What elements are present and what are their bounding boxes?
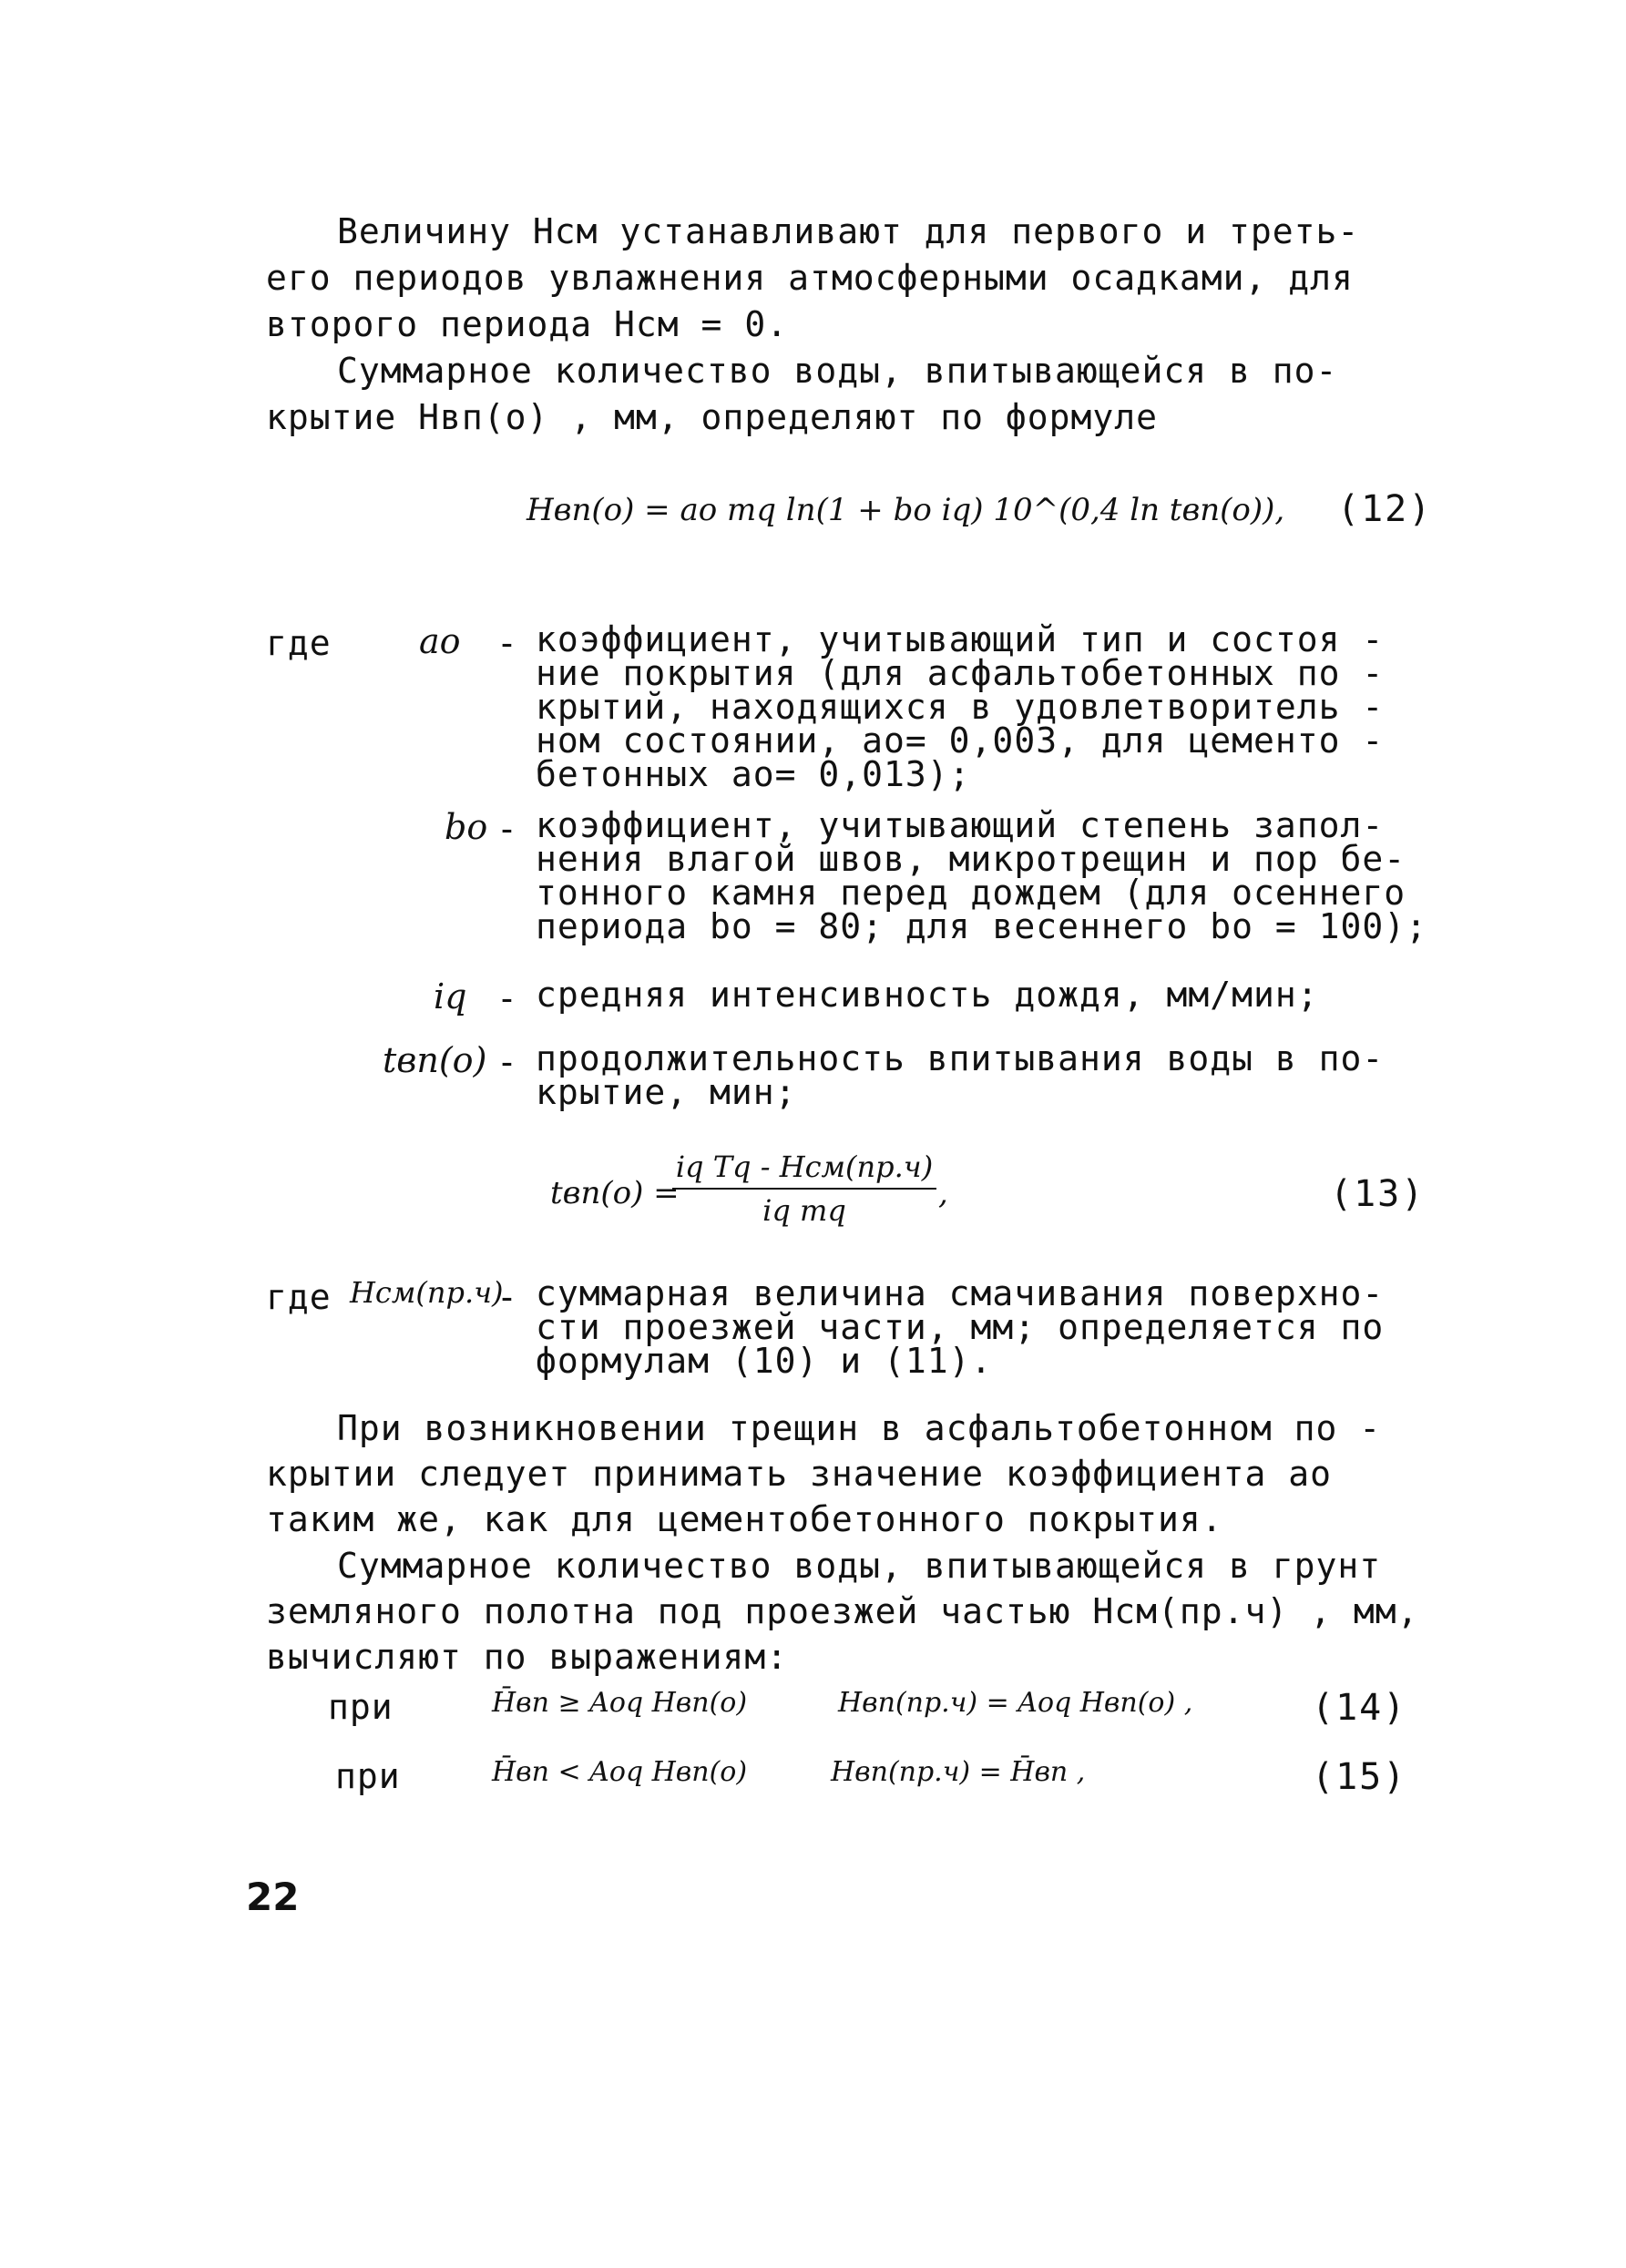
symbol-b0: bо <box>445 807 488 847</box>
para2-line1: Суммарное количество воды, впитывающейся в по- <box>337 351 1338 391</box>
equation-14-number: (14) <box>1312 1687 1407 1729</box>
symbol-iq: iq <box>434 976 467 1017</box>
equation-13-numerator: iq Tq - Hсм(пр.ч) <box>675 1149 934 1184</box>
equation-14-condition: H̄вп ≥ Aоq Hвп(о) <box>492 1687 748 1719</box>
para3-line3: таким же, как для цементобетонного покрытия. <box>266 1499 1223 1539</box>
para4-line3: вычисляют по выражениям: <box>266 1637 789 1677</box>
equation-13-denominator: iq mq <box>762 1193 846 1228</box>
definition-b0: коэффициент, учитывающий степень запол- нения влагой швов, микротрещин и пор бе- тонного камня перед дождем (для осеннего периода bо = 80; для весеннего bо = 100); <box>536 805 1427 946</box>
definition-dash: - <box>496 978 517 1018</box>
para1-line3: второго периода Hсм = 0. <box>266 304 789 344</box>
symbol-a0: aо <box>419 621 461 661</box>
para4-line1: Суммарное количество воды, впитывающейся в грунт <box>337 1546 1382 1586</box>
equation-15-condition: H̄вп < Aоq Hвп(о) <box>492 1756 748 1788</box>
condition-label: при <box>328 1687 394 1727</box>
para4-line2: земляного полотна под проезжей частью Hсм(пр.ч) , мм, <box>266 1591 1419 1631</box>
condition-label: при <box>335 1756 401 1796</box>
definition-dash: - <box>496 809 517 849</box>
definition-dash: - <box>496 1277 517 1317</box>
para1-line2: его периодов увлажнения атмосферными осадками, для <box>266 258 1354 298</box>
definition-tvp: продолжительность впитывания воды в по- крытие, мин; <box>536 1038 1385 1112</box>
definition-dash: - <box>496 1042 517 1082</box>
symbol-hsm-prch: Hсм(пр.ч) <box>350 1275 504 1310</box>
definition-dash: - <box>496 623 517 663</box>
where-label: где <box>266 1277 332 1317</box>
page-number: 22 <box>246 1875 300 1919</box>
equation-14-result: Hвп(пр.ч) = Aоq Hвп(о) , <box>838 1687 1193 1719</box>
fraction-bar <box>672 1188 936 1190</box>
symbol-tvp: tвп(о) <box>383 1040 487 1080</box>
para3-line2: крытии следует принимать значение коэффициента aо <box>266 1454 1333 1494</box>
equation-15-result: Hвп(пр.ч) = H̄вп , <box>831 1756 1086 1788</box>
equation-13-number: (13) <box>1330 1173 1426 1215</box>
equation-13-comma: , <box>938 1175 948 1211</box>
equation-12-number: (12) <box>1337 488 1433 530</box>
definition-a0: коэффициент, учитывающий тип и состоя - ние покрытия (для асфальтобетонных по - крытий, находящихся в удовлетворитель - ном состоянии, aо= 0,003, для цементо - бетонных aо= 0,013); <box>536 619 1385 794</box>
definition-iq: средняя интенсивность дождя, мм/мин; <box>536 975 1319 1015</box>
equation-13-fraction <box>672 1149 936 1228</box>
para2-line2: крытие Hвп(о) , мм, определяют по формуле <box>266 397 1158 437</box>
para1-line1: Величину Hсм устанавливают для первого и треть- <box>337 211 1360 251</box>
equation-15-number: (15) <box>1312 1756 1407 1798</box>
definition-hsm-prch: суммарная величина смачивания поверхно- сти проезжей части, мм; определяется по формулам (10) и (11). <box>536 1273 1385 1381</box>
where-label: где <box>266 623 332 663</box>
para3-line1: При возникновении трещин в асфальтобетонном по - <box>337 1408 1382 1448</box>
equation-13-lhs: tвп(о) = <box>550 1175 680 1211</box>
equation-12: Hвп(о) = aо mq ln(1 + bо iq) 10^(0,4 ln tвп(о)), <box>527 492 1285 528</box>
